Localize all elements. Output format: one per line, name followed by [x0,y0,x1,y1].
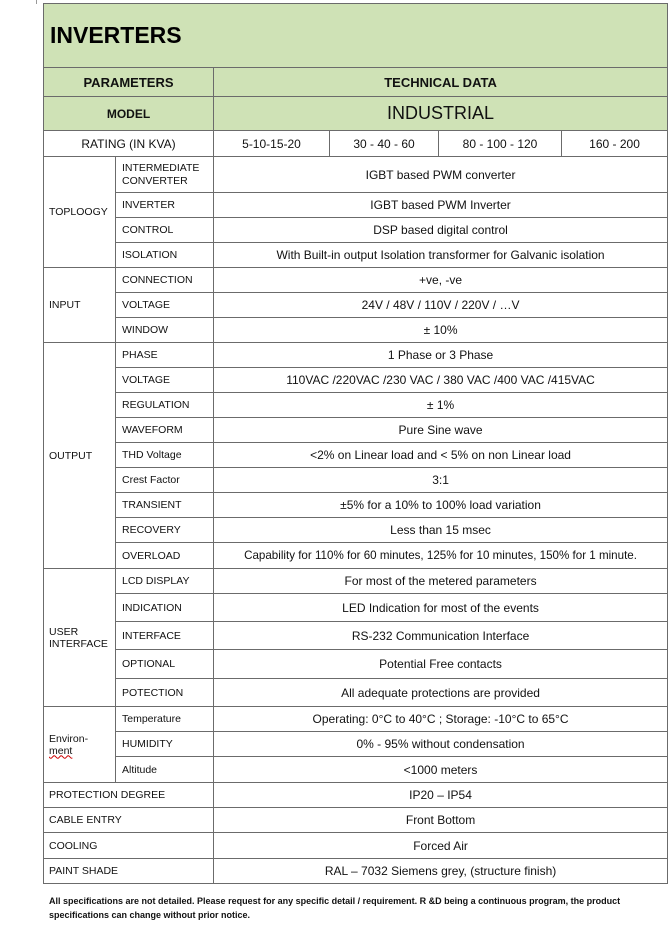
param-label: VOLTAGE [116,368,214,393]
param-label: PAINT SHADE [44,859,214,884]
param-value: All adequate protections are provided [214,679,668,707]
param-value: 110VAC /220VAC /230 VAC / 380 VAC /400 VAC /415VAC [214,368,668,393]
param-value: LED Indication for most of the events [214,594,668,622]
rating-value: 160 - 200 [562,131,668,157]
group-input: INPUT [44,268,116,343]
param-value: RS-232 Communication Interface [214,622,668,650]
footnote: All specifications are not detailed. Please request for any specific detail / requirement. R &D being a continuous program, the product specifications can change without prior notice. [49,896,621,920]
group-line: INTERFACE [49,637,108,650]
group-line: Environ- [49,732,89,745]
param-label: CONNECTION [116,268,214,293]
rating-value: 80 - 100 - 120 [439,131,562,157]
param-value: ± 10% [214,318,668,343]
param-value: 0% - 95% without condensation [214,732,668,757]
param-value: IP20 – IP54 [214,783,668,808]
param-value: Less than 15 msec [214,518,668,543]
group-line: ment [49,744,73,757]
param-value: <1000 meters [214,757,668,783]
parameters-header: PARAMETERS [44,68,214,97]
group-user-interface [44,569,116,707]
param-label: OPTIONAL [116,650,214,679]
param-label: WAVEFORM [116,418,214,443]
rating-value: 30 - 40 - 60 [330,131,439,157]
param-label: CONTROL [116,218,214,243]
param-value: ± 1% [214,393,668,418]
page-title: INVERTERS [44,4,668,68]
param-label: THD Voltage [116,443,214,468]
param-value: Front Bottom [214,808,668,833]
param-value: 1 Phase or 3 Phase [214,343,668,368]
param-label: INTERMEDIATE CONVERTER [116,157,214,193]
group-line: USER [49,625,79,638]
param-value: 3:1 [214,468,668,493]
param-label: PHASE [116,343,214,368]
param-label: Temperature [116,707,214,732]
group-topology: TOPLOOGY [44,157,116,268]
param-label: ISOLATION [116,243,214,268]
model-value: INDUSTRIAL [214,97,668,131]
group-output: OUTPUT [44,343,116,569]
param-label: REGULATION [116,393,214,418]
param-label: PROTECTION DEGREE [44,783,214,808]
param-label: OVERLOAD [116,543,214,569]
param-label: POTECTION [116,679,214,707]
technical-data-header: TECHNICAL DATA [214,68,668,97]
param-value: For most of the metered parameters [214,569,668,594]
param-value: Potential Free contacts [214,650,668,679]
param-value: +ve, -ve [214,268,668,293]
param-value: IGBT based PWM converter [214,157,668,193]
param-value: Operating: 0°C to 40°C ; Storage: -10°C to 65°C [214,707,668,732]
param-label: COOLING [44,833,214,859]
param-label: Crest Factor [116,468,214,493]
param-label: INTERFACE [116,622,214,650]
page-margin-mark [36,0,37,4]
rating-value: 5-10-15-20 [214,131,330,157]
param-value: RAL – 7032 Siemens grey, (structure finish) [214,859,668,884]
param-label: CABLE ENTRY [44,808,214,833]
rating-label: RATING (IN KVA) [44,131,214,157]
inverter-spec-table [43,3,668,884]
param-value: Forced Air [214,833,668,859]
param-label: INVERTER [116,193,214,218]
param-label: VOLTAGE [116,293,214,318]
param-value: With Built-in output Isolation transformer for Galvanic isolation [214,243,668,268]
param-value: DSP based digital control [214,218,668,243]
param-label: LCD DISPLAY [116,569,214,594]
param-value: Capability for 110% for 60 minutes, 125% for 10 minutes, 150% for 1 minute. [214,543,668,569]
param-value: <2% on Linear load and < 5% on non Linear load [214,443,668,468]
param-label: Altitude [116,757,214,783]
param-value: Pure Sine wave [214,418,668,443]
param-value: IGBT based PWM Inverter [214,193,668,218]
param-label: INDICATION [116,594,214,622]
param-label: WINDOW [116,318,214,343]
model-label: MODEL [44,97,214,131]
param-label: TRANSIENT [116,493,214,518]
param-label: HUMIDITY [116,732,214,757]
param-value: ±5% for a 10% to 100% load variation [214,493,668,518]
param-label: RECOVERY [116,518,214,543]
param-value: 24V / 48V / 110V / 220V / …V [214,293,668,318]
group-environment [44,707,116,783]
